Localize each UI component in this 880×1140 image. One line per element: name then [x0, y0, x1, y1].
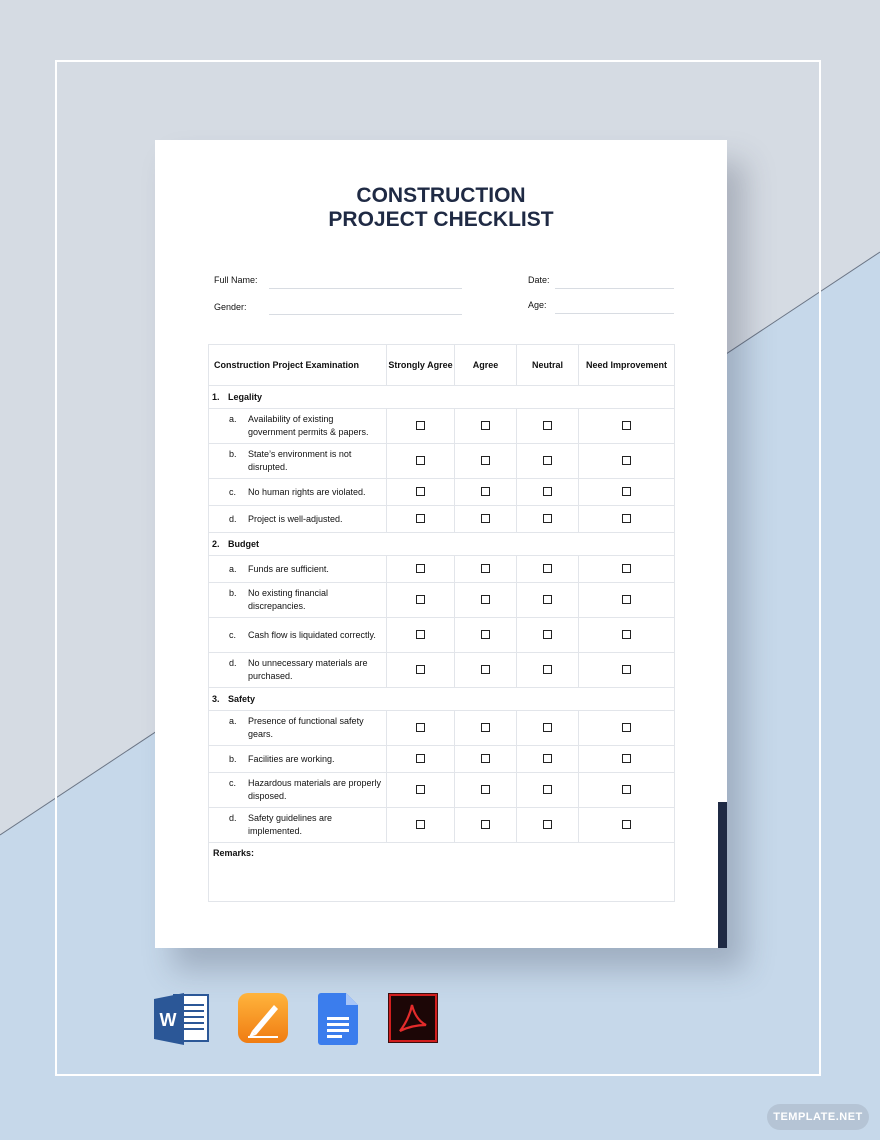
item-cell	[209, 556, 387, 583]
table-row	[209, 583, 675, 618]
cell-agree	[455, 444, 517, 479]
checkbox-agree[interactable]	[481, 421, 490, 430]
cell-agree	[455, 583, 517, 618]
table-row	[209, 773, 675, 808]
item-cell	[209, 409, 387, 444]
section-heading	[209, 688, 675, 711]
item-text: Project is well-adjusted.	[248, 513, 343, 524]
gender-label: Gender:	[214, 302, 247, 312]
checkbox-need-improvement[interactable]	[622, 564, 631, 573]
cell-neutral	[517, 746, 579, 773]
item-text: Safety guidelines are implemented.	[248, 813, 333, 836]
checkbox-neutral[interactable]	[543, 595, 552, 604]
table-header-row	[209, 345, 675, 386]
cell-agree	[455, 653, 517, 688]
section-name: Legality	[228, 392, 263, 402]
checkbox-strongly-agree[interactable]	[416, 785, 425, 794]
checkbox-need-improvement[interactable]	[622, 595, 631, 604]
item-text: No human rights are violated.	[248, 486, 366, 497]
item-letter: b.	[229, 449, 237, 459]
age-field[interactable]	[555, 313, 674, 314]
section-number: 3.	[212, 694, 220, 704]
cell-strongly-agree	[387, 479, 455, 506]
item-letter: a.	[229, 414, 237, 424]
age-label: Age:	[528, 300, 547, 310]
checkbox-strongly-agree[interactable]	[416, 754, 425, 763]
checkbox-strongly-agree[interactable]	[416, 665, 425, 674]
checkbox-strongly-agree[interactable]	[416, 595, 425, 604]
section-name: Safety	[228, 694, 256, 704]
cell-strongly-agree	[387, 506, 455, 533]
checkbox-need-improvement[interactable]	[622, 456, 631, 465]
checkbox-strongly-agree[interactable]	[416, 723, 425, 732]
checkbox-neutral[interactable]	[543, 820, 552, 829]
table-row	[209, 618, 675, 653]
table-row	[209, 444, 675, 479]
item-text: Hazardous materials are properly disposed.	[248, 778, 382, 801]
cell-agree	[455, 773, 517, 808]
remarks-row	[209, 843, 675, 902]
item-letter: c.	[229, 486, 237, 497]
date-label: Date:	[528, 275, 550, 285]
cell-strongly-agree	[387, 711, 455, 746]
checkbox-strongly-agree[interactable]	[416, 820, 425, 829]
item-letter: c.	[229, 629, 237, 640]
checkbox-agree[interactable]	[481, 820, 490, 829]
header-examination: Construction Project Examination	[209, 345, 387, 386]
cell-need-improvement	[579, 583, 675, 618]
checkbox-need-improvement[interactable]	[622, 820, 631, 829]
cell-agree	[455, 556, 517, 583]
watermark-badge: TEMPLATE.NET	[767, 1104, 869, 1130]
checkbox-agree[interactable]	[481, 595, 490, 604]
section-number: 1.	[212, 392, 220, 402]
full-name-field[interactable]	[269, 288, 462, 289]
table-row	[209, 746, 675, 773]
item-text: Presence of functional safety gears.	[248, 716, 364, 739]
checkbox-need-improvement[interactable]	[622, 514, 631, 523]
accent-bar	[718, 802, 727, 948]
checkbox-neutral[interactable]	[543, 665, 552, 674]
item-letter: a.	[229, 716, 237, 726]
table-row	[209, 506, 675, 533]
remarks-field[interactable]	[209, 843, 675, 902]
table-row	[209, 409, 675, 444]
cell-need-improvement	[579, 556, 675, 583]
document-title	[155, 184, 727, 232]
checkbox-neutral[interactable]	[543, 456, 552, 465]
item-cell	[209, 444, 387, 479]
checkbox-agree[interactable]	[481, 487, 490, 496]
cell-need-improvement	[579, 618, 675, 653]
cell-strongly-agree	[387, 653, 455, 688]
svg-text:W: W	[159, 1010, 177, 1030]
date-field[interactable]	[555, 288, 674, 289]
cell-need-improvement	[579, 479, 675, 506]
cell-need-improvement	[579, 711, 675, 746]
cell-need-improvement	[579, 409, 675, 444]
table-row	[209, 711, 675, 746]
item-cell	[209, 618, 387, 653]
section-row	[209, 533, 675, 556]
table-row	[209, 808, 675, 843]
item-letter: d.	[229, 513, 237, 524]
checkbox-need-improvement[interactable]	[622, 665, 631, 674]
cell-neutral	[517, 556, 579, 583]
item-letter: b.	[229, 753, 237, 764]
header-strongly-agree: Strongly Agree	[387, 345, 455, 386]
checkbox-neutral[interactable]	[543, 421, 552, 430]
cell-strongly-agree	[387, 556, 455, 583]
cell-agree	[455, 618, 517, 653]
checkbox-need-improvement[interactable]	[622, 723, 631, 732]
table-row	[209, 556, 675, 583]
title-line-1: CONSTRUCTION	[356, 184, 526, 207]
item-text: Availability of existing government permits & papers.	[248, 414, 369, 437]
item-letter: a.	[229, 563, 237, 574]
section-row	[209, 688, 675, 711]
cell-strongly-agree	[387, 618, 455, 653]
gender-field[interactable]	[269, 314, 462, 315]
checkbox-strongly-agree[interactable]	[416, 487, 425, 496]
item-cell	[209, 711, 387, 746]
checkbox-agree[interactable]	[481, 456, 490, 465]
cell-neutral	[517, 479, 579, 506]
cell-strongly-agree	[387, 746, 455, 773]
word-icon[interactable]	[154, 993, 210, 1045]
cell-neutral	[517, 773, 579, 808]
section-name: Budget	[228, 539, 259, 549]
item-letter: b.	[229, 588, 237, 598]
checkbox-agree[interactable]	[481, 785, 490, 794]
header-neutral: Neutral	[517, 345, 579, 386]
cell-strongly-agree	[387, 409, 455, 444]
item-cell	[209, 506, 387, 533]
item-text: Funds are sufficient.	[248, 563, 329, 574]
checkbox-strongly-agree[interactable]	[416, 456, 425, 465]
checkbox-agree[interactable]	[481, 665, 490, 674]
remarks-label: Remarks:	[213, 848, 255, 858]
cell-need-improvement	[579, 653, 675, 688]
checkbox-neutral[interactable]	[543, 514, 552, 523]
section-heading	[209, 533, 675, 556]
section-heading	[209, 386, 675, 409]
cell-need-improvement	[579, 808, 675, 843]
cell-agree	[455, 711, 517, 746]
cell-need-improvement	[579, 746, 675, 773]
checkbox-agree[interactable]	[481, 564, 490, 573]
pages-icon[interactable]	[238, 993, 288, 1043]
cell-need-improvement	[579, 506, 675, 533]
item-text: State’s environment is not disrupted.	[248, 449, 352, 472]
cell-strongly-agree	[387, 808, 455, 843]
checkbox-neutral[interactable]	[543, 487, 552, 496]
header-need-improvement: Need Improvement	[579, 345, 675, 386]
item-cell	[209, 653, 387, 688]
item-letter: d.	[229, 658, 237, 668]
cell-neutral	[517, 618, 579, 653]
item-cell	[209, 808, 387, 843]
item-text: Facilities are working.	[248, 753, 335, 764]
checkbox-strongly-agree[interactable]	[416, 421, 425, 430]
cell-neutral	[517, 409, 579, 444]
cell-neutral	[517, 444, 579, 479]
checklist-table	[208, 344, 675, 902]
checkbox-neutral[interactable]	[543, 723, 552, 732]
checkbox-strongly-agree[interactable]	[416, 514, 425, 523]
checkbox-need-improvement[interactable]	[622, 754, 631, 763]
cell-neutral	[517, 653, 579, 688]
cell-strongly-agree	[387, 773, 455, 808]
cell-need-improvement	[579, 773, 675, 808]
checkbox-need-improvement[interactable]	[622, 487, 631, 496]
full-name-label: Full Name:	[214, 275, 258, 285]
table-row	[209, 653, 675, 688]
cell-neutral	[517, 583, 579, 618]
checkbox-need-improvement[interactable]	[622, 630, 631, 639]
checkbox-neutral[interactable]	[543, 785, 552, 794]
checkbox-agree[interactable]	[481, 754, 490, 763]
item-letter: d.	[229, 813, 237, 823]
section-row	[209, 386, 675, 409]
cell-strongly-agree	[387, 444, 455, 479]
item-cell	[209, 479, 387, 506]
pdf-icon[interactable]	[388, 993, 438, 1043]
item-text: Cash flow is liquidated correctly.	[248, 629, 376, 640]
item-letter: c.	[229, 778, 237, 788]
cell-agree	[455, 808, 517, 843]
item-cell	[209, 773, 387, 808]
cell-neutral	[517, 506, 579, 533]
item-cell	[209, 583, 387, 618]
checkbox-agree[interactable]	[481, 630, 490, 639]
item-text: No existing financial discrepancies.	[248, 588, 329, 611]
header-agree: Agree	[455, 345, 517, 386]
checkbox-strongly-agree[interactable]	[416, 564, 425, 573]
cell-agree	[455, 409, 517, 444]
checkbox-neutral[interactable]	[543, 564, 552, 573]
item-text: No unnecessary materials are purchased.	[248, 658, 368, 681]
google-docs-icon[interactable]	[318, 993, 358, 1045]
cell-neutral	[517, 711, 579, 746]
cell-neutral	[517, 808, 579, 843]
checkbox-neutral[interactable]	[543, 754, 552, 763]
document-page	[155, 140, 727, 948]
cell-agree	[455, 506, 517, 533]
checkbox-need-improvement[interactable]	[622, 785, 631, 794]
checkbox-neutral[interactable]	[543, 630, 552, 639]
cell-agree	[455, 479, 517, 506]
cell-agree	[455, 746, 517, 773]
item-cell	[209, 746, 387, 773]
cell-strongly-agree	[387, 583, 455, 618]
checkbox-strongly-agree[interactable]	[416, 630, 425, 639]
checkbox-need-improvement[interactable]	[622, 421, 631, 430]
title-line-2: PROJECT CHECKLIST	[328, 208, 554, 231]
table-body	[209, 386, 675, 843]
section-number: 2.	[212, 539, 220, 549]
checkbox-agree[interactable]	[481, 723, 490, 732]
checkbox-agree[interactable]	[481, 514, 490, 523]
cell-need-improvement	[579, 444, 675, 479]
table-row	[209, 479, 675, 506]
